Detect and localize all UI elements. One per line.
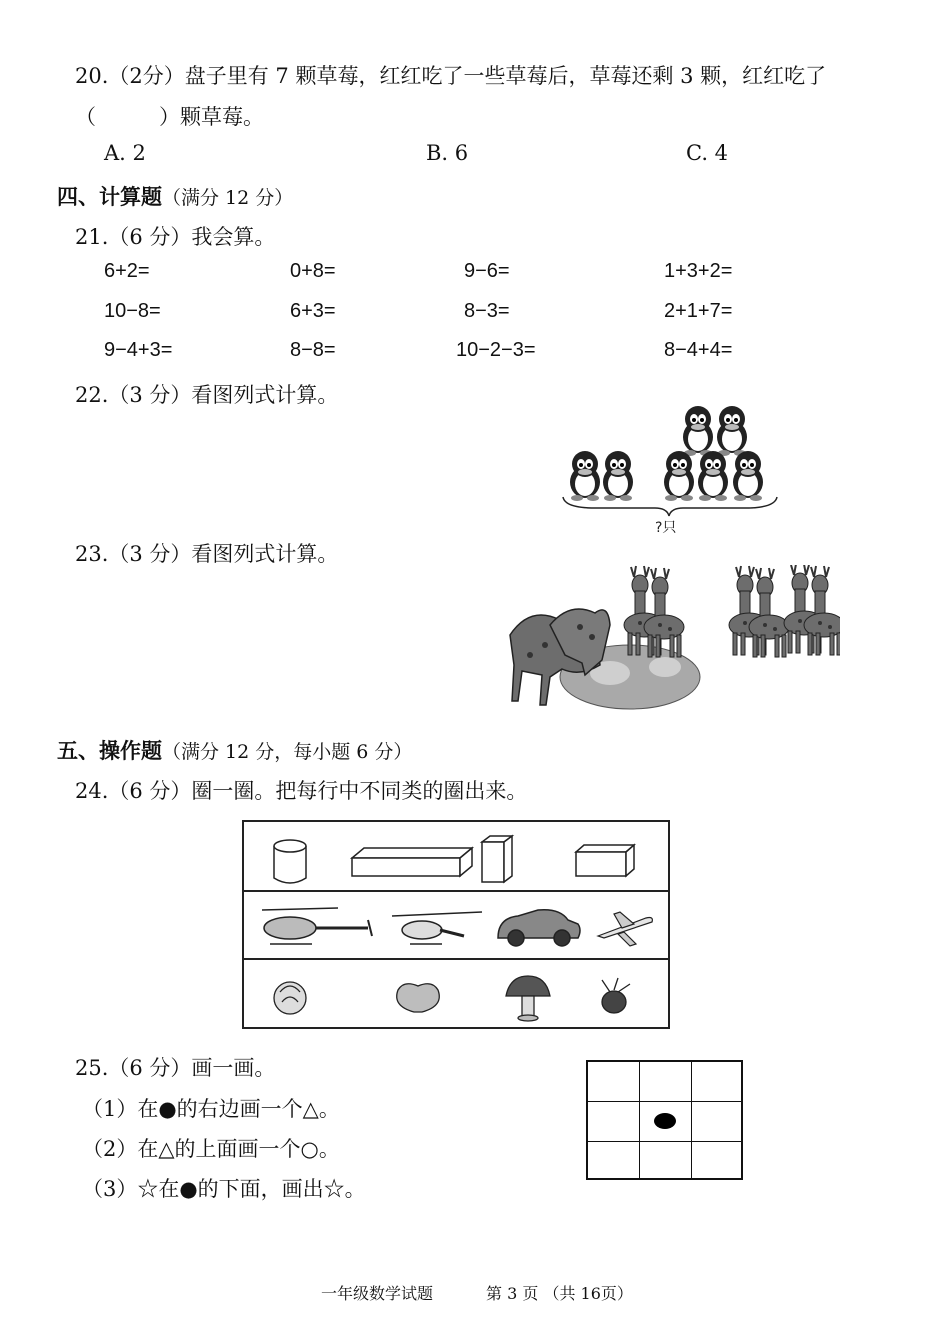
section4-title: 四、计算题 [57, 185, 162, 209]
penguin-icon [683, 406, 713, 456]
q21-title: 21.（6 分）我会算。 [75, 225, 276, 249]
cuboid-icon[interactable] [352, 848, 472, 876]
grid-cell[interactable] [588, 1102, 640, 1142]
calc-item: 6+3= [290, 300, 336, 322]
q22-caption: ?只 [655, 520, 677, 536]
section4-note: （满分 12 分） [162, 187, 294, 209]
penguin-icon [733, 451, 763, 501]
grid-cell[interactable] [692, 1142, 741, 1178]
footer-page: 第 3 页 （共 16页） [486, 1284, 633, 1303]
q25-item-3: （3）☆在●的下面，画出☆。 [82, 1177, 366, 1201]
drawing-grid [586, 1060, 743, 1180]
grid-cell[interactable] [588, 1142, 640, 1178]
q25-item-2: （2）在△的上面画一个○。 [82, 1137, 340, 1161]
deer-icon [804, 566, 840, 655]
peach-icon[interactable] [397, 984, 440, 1012]
section4-heading [57, 181, 293, 211]
calc-item: 1+3+2= [664, 260, 733, 282]
calc-item: 10−2−3= [456, 339, 536, 361]
deer-icon [749, 568, 789, 657]
calc-item: 2+1+7= [664, 300, 733, 322]
penguin-icon [717, 406, 747, 456]
q20-line2: （ ）颗草莓。 [75, 105, 264, 129]
grid-cell-center[interactable] [640, 1102, 692, 1142]
q20-option-b: B. 6 [426, 141, 469, 165]
cabbage-icon[interactable] [274, 982, 306, 1014]
calc-item: 9−4+3= [104, 339, 173, 361]
grid-cell[interactable] [640, 1062, 692, 1102]
q25-title: 25.（6 分）画一画。 [75, 1056, 276, 1080]
deer-figure [490, 565, 840, 715]
penguin-icon [570, 451, 600, 501]
q25-item-1: （1）在●的右边画一个△。 [82, 1097, 340, 1121]
calc-item: 8−4+4= [664, 339, 733, 361]
q20-option-a: A. 2 [104, 141, 146, 165]
penguin-icon [698, 451, 728, 501]
section5-note: （满分 12 分，每小题 6 分） [162, 741, 413, 763]
cuboid-icon[interactable] [482, 836, 512, 882]
classify-table [242, 820, 670, 1029]
grid-cell[interactable] [640, 1142, 692, 1178]
calc-item: 8−8= [290, 339, 336, 361]
q20-option-c: C. 4 [686, 141, 729, 165]
calc-item: 9−6= [464, 260, 510, 282]
calc-item: 10−8= [104, 300, 161, 322]
footer-subject: 一年级数学试题 [321, 1284, 434, 1303]
grid-cell[interactable] [692, 1102, 741, 1142]
calc-item: 6+2= [104, 260, 150, 282]
penguin-icon [603, 451, 633, 501]
q24-title: 24.（6 分）圈一圈。把每行中不同类的圈出来。 [75, 779, 528, 803]
penguin-figure [555, 400, 785, 540]
grid-cell[interactable] [588, 1062, 640, 1102]
calc-item: 0+8= [290, 260, 336, 282]
grid-cell[interactable] [692, 1062, 741, 1102]
cylinder-icon[interactable] [274, 840, 306, 883]
q20-line1: 20.（2分）盘子里有 7 颗草莓，红红吃了一些草莓后，草莓还剩 3 颗，红红吃了 [75, 64, 827, 88]
black-dot [654, 1113, 676, 1129]
deer-icon [644, 568, 684, 657]
cuboid-icon[interactable] [576, 845, 634, 876]
penguin-icon [664, 451, 694, 501]
q23-title: 23.（3 分）看图列式计算。 [75, 542, 339, 566]
calc-item: 8−3= [464, 300, 510, 322]
section5-title: 五、操作题 [57, 739, 162, 763]
section5-heading [57, 735, 412, 765]
q22-title: 22.（3 分）看图列式计算。 [75, 383, 339, 407]
pond-highlight [649, 657, 681, 677]
